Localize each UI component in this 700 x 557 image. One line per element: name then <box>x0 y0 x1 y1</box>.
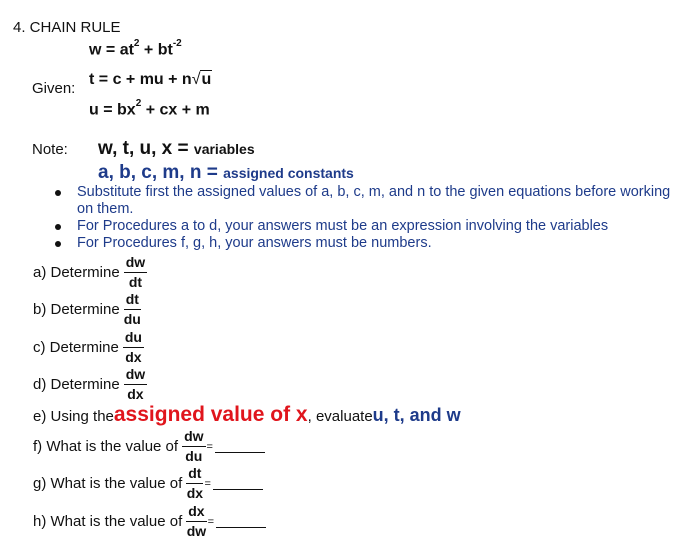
given-label: Given: <box>32 80 76 97</box>
fraction-numerator: du <box>123 330 144 348</box>
fraction-denominator: dx <box>127 386 144 402</box>
procedure-e-targets: u, t, and w <box>372 405 461 425</box>
procedure-c-fraction <box>123 330 144 365</box>
equation-w-mid: = at <box>101 41 134 59</box>
procedure-d-fraction <box>124 367 147 402</box>
equation-u-exp1: 2 <box>135 98 142 109</box>
procedure-e <box>33 403 461 427</box>
fraction-numerator: dw <box>124 255 147 273</box>
equation-t-sqrt-arg: u <box>201 71 212 88</box>
procedure-g-text: g) What is the value of <box>33 475 183 492</box>
procedure-e-highlight: assigned value of x <box>113 403 308 426</box>
procedure-g <box>33 466 263 501</box>
instruction-item: For Procedures a to d, your answers must be an expression involving the variables <box>52 218 682 235</box>
answer-blank-g[interactable] <box>213 477 263 490</box>
procedure-c-text: c) Determine <box>33 339 119 356</box>
procedure-b-fraction <box>124 292 141 327</box>
fraction-numerator: dx <box>186 504 206 522</box>
equals-sign: = <box>204 477 211 490</box>
fraction-numerator: dw <box>182 429 205 447</box>
procedure-d-text: d) Determine <box>33 376 120 393</box>
equation-t-lhs: t <box>89 71 95 88</box>
instructions-list <box>52 184 682 252</box>
fraction-denominator: dx <box>186 485 204 501</box>
note-constants-small: assigned constants <box>223 165 354 181</box>
procedure-h-fraction <box>186 504 206 539</box>
problem-heading: 4. CHAIN RULE <box>13 19 121 36</box>
procedure-a-fraction <box>124 255 147 290</box>
fraction-numerator: dw <box>124 367 147 385</box>
equation-w-exp1: 2 <box>133 38 140 49</box>
fraction-denominator: du <box>123 311 141 327</box>
answer-blank-f[interactable] <box>215 440 265 453</box>
procedure-b-text: b) Determine <box>33 301 120 318</box>
instruction-item: Substitute first the assigned values of a, b, c, m, and n to the given equations before working on them. <box>52 184 682 218</box>
procedure-b <box>33 292 141 327</box>
sqrt-icon: √ <box>191 71 201 88</box>
procedure-c <box>33 330 144 365</box>
equation-u-lhs: u <box>89 101 99 119</box>
fraction-denominator: dw <box>186 523 207 539</box>
equation-w <box>89 40 182 59</box>
fraction-numerator: dt <box>124 292 141 310</box>
procedure-h-text: h) What is the value of <box>33 513 183 530</box>
note-constants-main: a, b, c, m, n = <box>98 162 224 183</box>
procedure-e-prefix: e) Using the <box>33 408 114 425</box>
procedure-f-fraction <box>182 429 205 464</box>
note-variables-small: variables <box>193 141 255 157</box>
fraction-denominator: du <box>185 448 203 464</box>
note-constants <box>98 162 354 184</box>
procedure-f <box>33 429 265 464</box>
answer-blank-h[interactable] <box>216 515 266 528</box>
note-variables <box>98 138 255 160</box>
equation-w-lhs: w <box>89 41 102 59</box>
note-variables-main: w, t, u, x = <box>98 138 194 159</box>
procedure-g-fraction <box>186 466 203 501</box>
procedure-a-text: a) Determine <box>33 264 120 281</box>
fraction-denominator: dx <box>125 349 142 365</box>
equation-u <box>89 100 210 119</box>
procedure-a <box>33 255 147 290</box>
procedure-h <box>33 504 266 539</box>
procedure-e-middle: , evaluate <box>307 408 373 425</box>
procedure-f-text: f) What is the value of <box>33 438 179 455</box>
fraction-numerator: dt <box>186 466 203 484</box>
equals-sign: = <box>206 440 213 453</box>
fraction-denominator: dt <box>128 274 143 290</box>
procedure-d <box>33 367 147 402</box>
equation-u-rest: + cx + m <box>141 101 210 119</box>
equals-sign: = <box>207 515 215 528</box>
equation-u-mid: = bx <box>98 101 136 119</box>
equation-w-plus: + bt <box>139 41 173 59</box>
equation-t-rhs: = c + mu + n <box>94 71 192 88</box>
equation-w-exp2: -2 <box>172 38 182 49</box>
note-label: Note: <box>32 141 68 158</box>
equation-t <box>89 71 212 89</box>
instruction-item: For Procedures f, g, h, your answers must be numbers. <box>52 235 682 252</box>
